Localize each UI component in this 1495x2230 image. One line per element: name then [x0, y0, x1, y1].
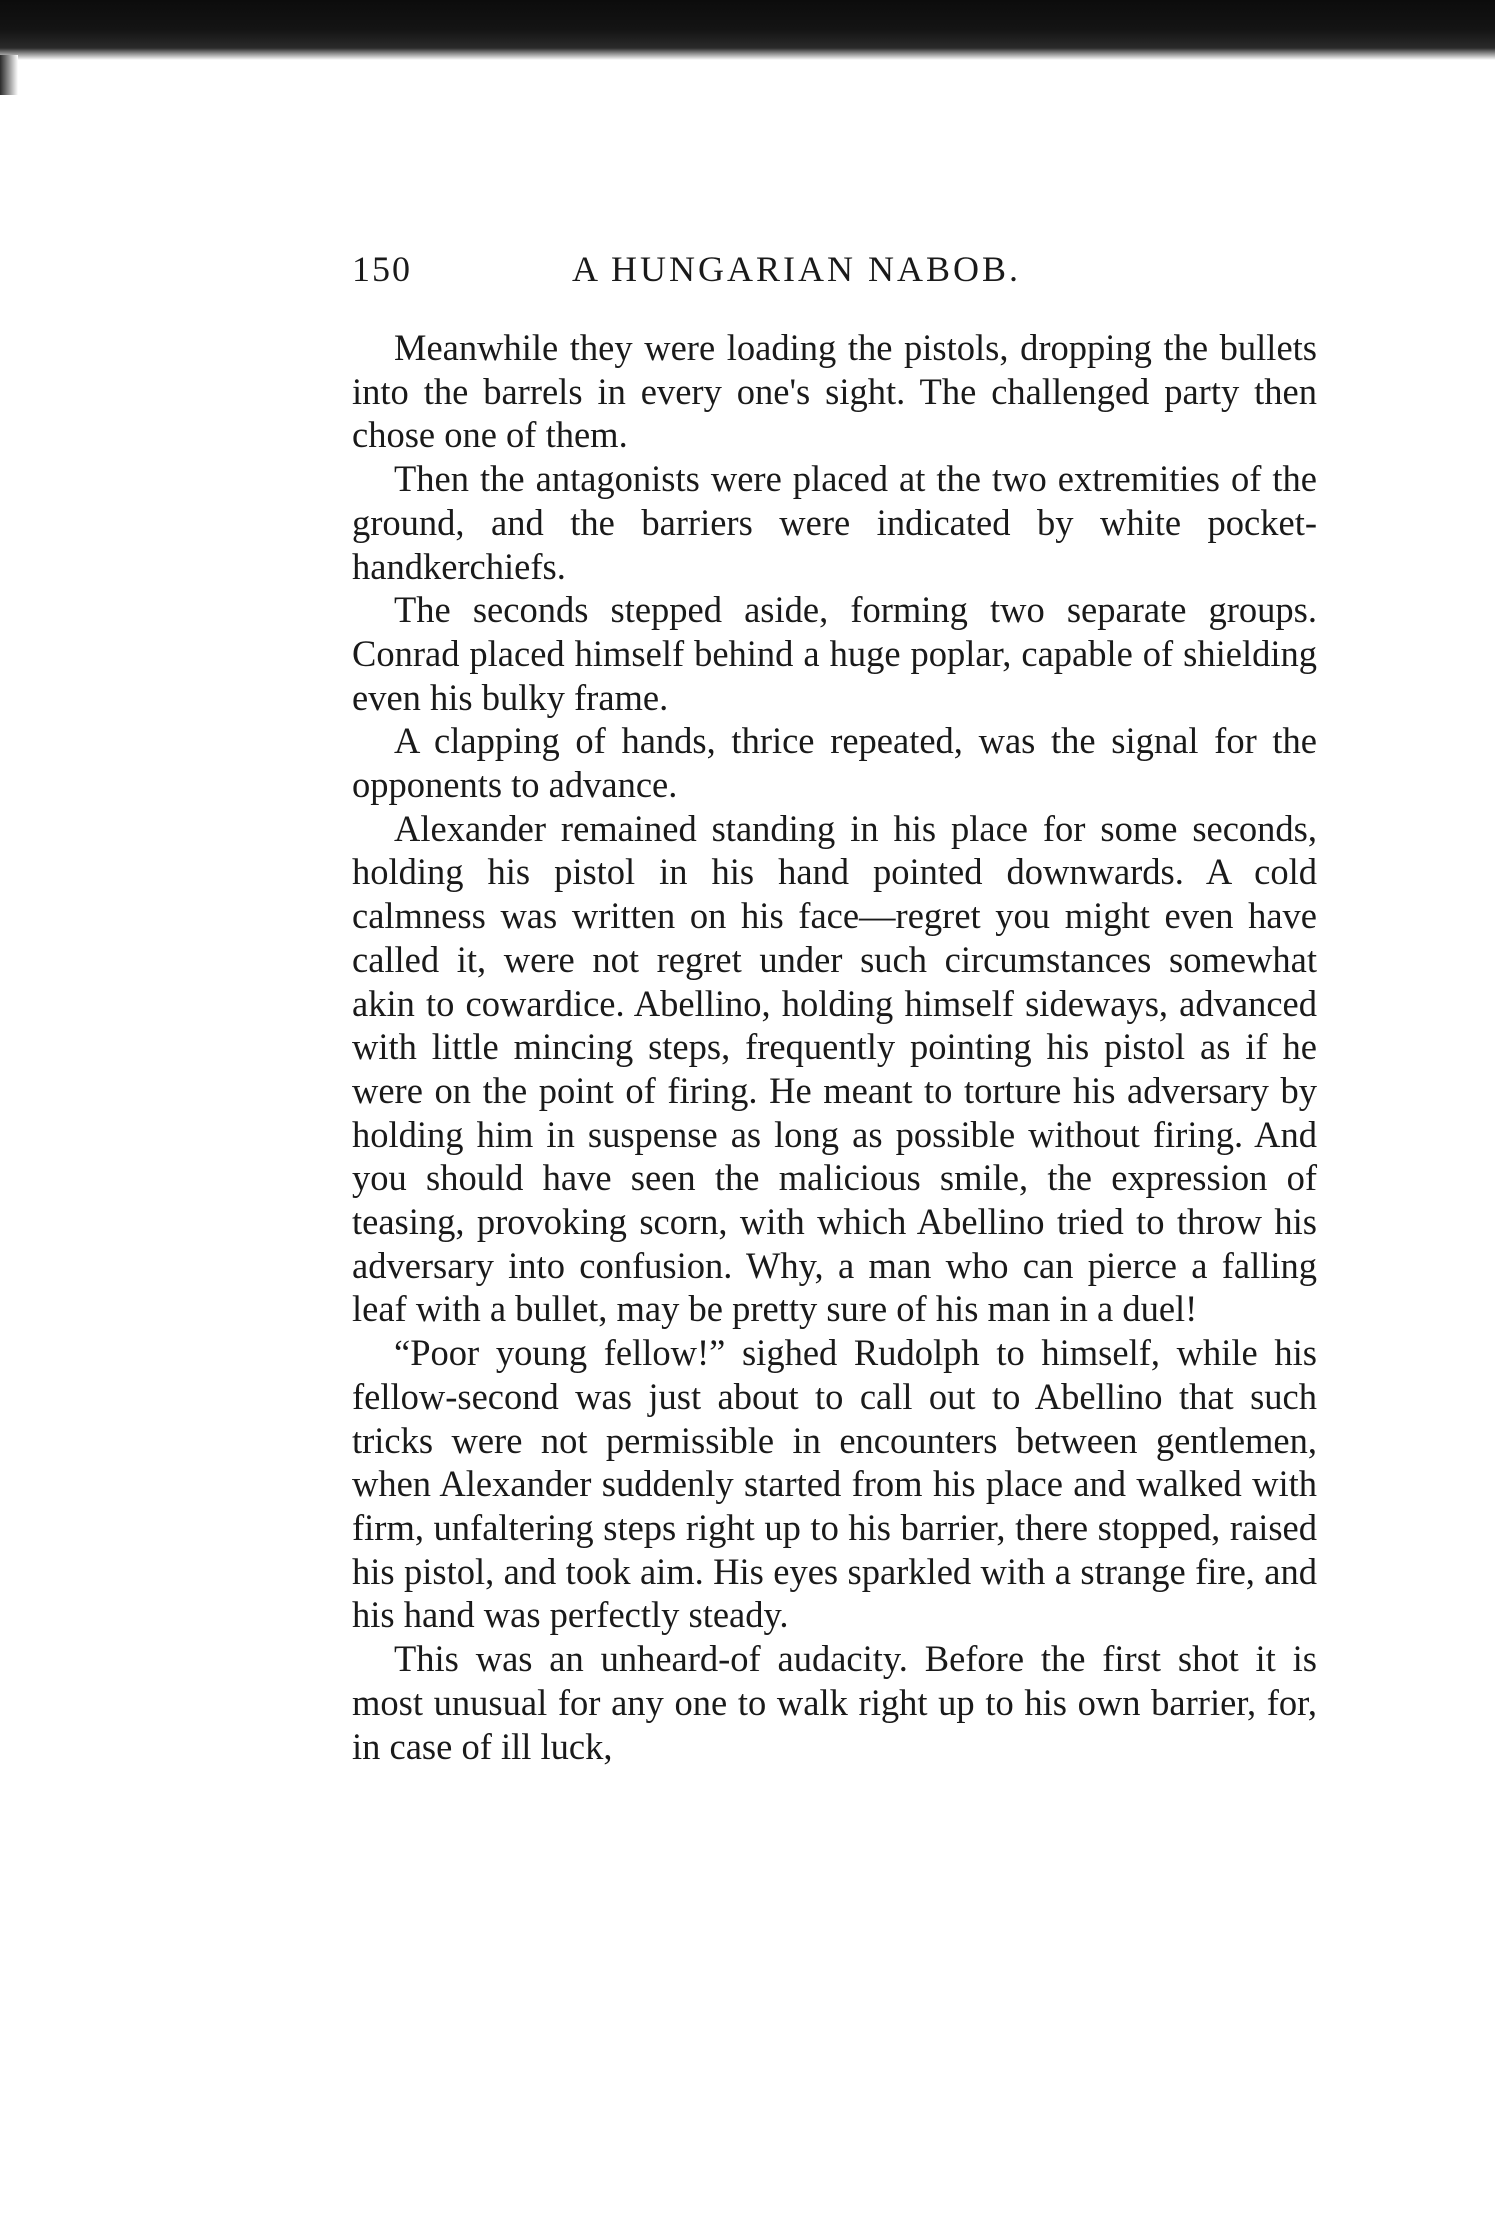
body-text: [352, 326, 1317, 1768]
paragraph: Then the antagonists were placed at the two extremities of the ground, and the barriers were indicated by white pocket-handkerchiefs.: [352, 458, 1317, 587]
running-head: [352, 240, 1317, 302]
paragraph: A clapping of hands, thrice repeated, was the signal for the opponents to advance.: [352, 720, 1317, 806]
scan-edge-top: [0, 0, 1495, 60]
paragraph: Alexander remained standing in his place for some seconds, holding his pistol in his hand pointed downwards. A cold calmness was written on his face—regret you might even have called it, were not regret under such circumstances somewhat akin to cowardice. Abellino, holding himself sideways, advanced with little mincing steps, frequently pointing his pistol as if he were on the point of firing. He meant to torture his adversary by holding him in suspense as long as possible without firing. And you should have seen the malicious smile, the expression of teasing, provoking scorn, with which Abellino tried to throw his adversary into confusion. Why, a man who can pierce a falling leaf with a bullet, may be pretty sure of his man in a duel!: [352, 807, 1317, 1330]
paragraph: Meanwhile they were loading the pistols, dropping the bullets into the barrels in every one's sight. The challenged party then chose one of them.: [352, 327, 1317, 456]
paragraph: “Poor young fellow!” sighed Rudolph to himself, while his fellow-second was just about to call out to Abellino that such tricks were not permissible in encounters between gentlemen, when Alexander suddenly started from his place and walked with firm, unfaltering steps right up to his barrier, there stopped, raised his pistol, and took aim. His eyes sparkled with a strange fire, and his hand was perfectly steady.: [352, 1332, 1317, 1636]
paragraph: This was an unheard-of audacity. Before the first shot it is most unusual for any one to walk right up to his own barrier, for, in case of ill luck,: [352, 1638, 1317, 1767]
book-page: [352, 240, 1317, 1768]
scan-edge-left: [0, 55, 18, 95]
running-title: A HUNGARIAN NABOB.: [572, 249, 1022, 289]
page-number: 150: [352, 249, 412, 289]
paragraph: The seconds stepped aside, forming two separate groups. Conrad placed himself behind a huge poplar, capable of shielding even his bulky frame.: [352, 589, 1317, 718]
